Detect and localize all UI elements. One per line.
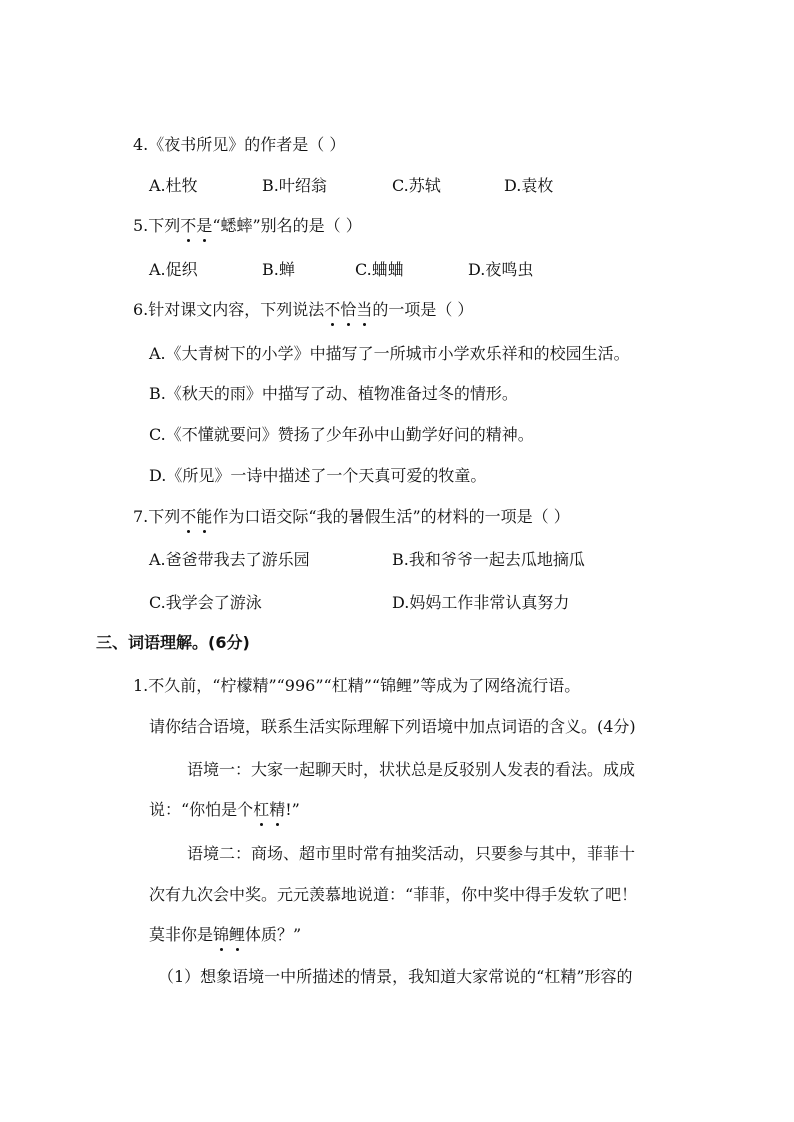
q5-emphasis-2: 是 <box>196 216 213 235</box>
context-2-post: 体质？” <box>245 925 302 944</box>
context-1-pre: 说：“你怕是个 <box>149 800 254 819</box>
q7-option-a: A.爸爸带我去了游乐园 <box>149 550 310 569</box>
q6-option-c: C.《不懂就要问》赞扬了少年孙中山勤学好问的精神。 <box>149 425 534 444</box>
q6-option-b: B.《秋天的雨》中描写了动、植物准备过冬的情形。 <box>149 384 518 403</box>
s3-q1-line-2: 请你结合语境，联系生活实际理解下列语境中加点词语的含义。(4分) <box>149 717 636 736</box>
q5-stem-post: “蟋蟀”别名的是（ ） <box>212 216 362 235</box>
context-2-emphasis-2: 鲤 <box>229 925 246 944</box>
q6-option-a: A.《大青树下的小学》中描写了一所城市小学欢乐祥和的校园生活。 <box>149 344 630 363</box>
context-1-emphasis-1: 杠 <box>253 800 270 819</box>
q6-stem-post: 的一项是（ ） <box>372 300 474 319</box>
q5-option-a: A.促织 <box>149 260 198 279</box>
q7-stem-post: 作为口语交际“我的暑假生活”的材料的一项是（ ） <box>212 507 570 526</box>
q7-emphasis-2: 能 <box>196 507 213 526</box>
context-1-post: !” <box>285 800 300 819</box>
sub-question-1: （1）想象语境一中所描述的情景，我知道大家常说的“杠精”形容的 <box>158 967 633 986</box>
context-1-emphasis-2: 精 <box>269 800 286 819</box>
section-3-heading: 三、词语理解。(6分) <box>96 633 250 652</box>
q6-emphasis-3: 当 <box>356 300 373 319</box>
q4-stem: 4.《夜书所见》的作者是（ ） <box>133 135 346 154</box>
context-2-line-1: 语境二：商场、超市里时常有抽奖活动，只要参与其中，菲菲十 <box>187 844 636 863</box>
q4-option-d: D.袁枚 <box>504 176 554 195</box>
q7-stem-pre: 7.下列 <box>133 507 181 526</box>
context-2-line-3 <box>149 925 301 945</box>
q7-emphasis-1: 不 <box>180 507 197 526</box>
q4-option-b: B.叶绍翁 <box>262 176 327 195</box>
s3-q1-line-1: 1.不久前，“柠檬精”“996”“杠精”“锦鲤”等成为了网络流行语。 <box>133 676 581 695</box>
q7-option-b: B.我和爷爷一起去瓜地摘瓜 <box>392 550 585 569</box>
q7-stem <box>133 507 570 527</box>
q6-option-d: D.《所见》一诗中描述了一个天真可爱的牧童。 <box>149 466 487 485</box>
context-2-line-2: 次有九次会中奖。元元羡慕地说道：“菲菲，你中奖中得手发软了吧！ <box>149 885 638 904</box>
q5-option-d: D.夜鸣虫 <box>468 260 534 279</box>
context-2-pre: 莫非你是 <box>149 925 214 944</box>
q6-emphasis-2: 恰 <box>340 300 357 319</box>
q5-stem <box>133 216 362 236</box>
context-1-line-2 <box>149 800 300 820</box>
context-1-line-1: 语境一：大家一起聊天时，状状总是反驳别人发表的看法。成成 <box>187 760 636 779</box>
context-2-emphasis-1: 锦 <box>213 925 230 944</box>
q6-emphasis-1: 不 <box>324 300 341 319</box>
q6-stem <box>133 300 473 320</box>
q4-option-a: A.杜牧 <box>149 176 198 195</box>
q4-option-c: C.苏轼 <box>392 176 441 195</box>
q5-option-c: C.蛐蛐 <box>355 260 404 279</box>
q5-stem-pre: 5.下列 <box>133 216 181 235</box>
q6-stem-pre: 6.针对课文内容，下列说法 <box>133 300 325 319</box>
q5-emphasis-1: 不 <box>180 216 197 235</box>
q7-option-d: D.妈妈工作非常认真努力 <box>392 593 570 612</box>
q5-option-b: B.蝉 <box>262 260 295 279</box>
q7-option-c: C.我学会了游泳 <box>149 593 262 612</box>
